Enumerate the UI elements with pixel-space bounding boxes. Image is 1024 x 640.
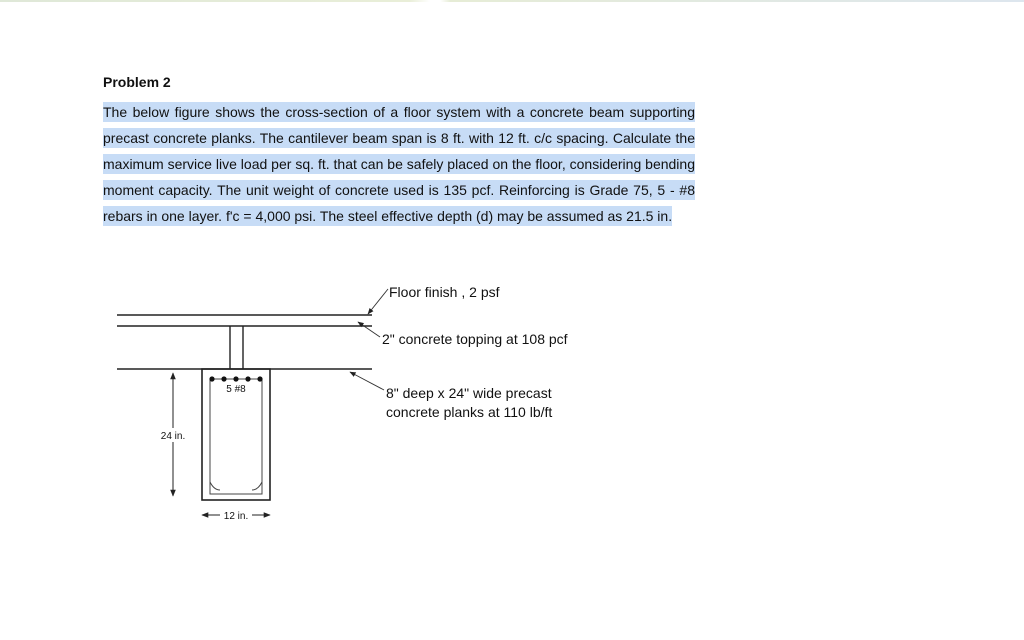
rebar bbox=[245, 376, 250, 381]
planks-label-line2: concrete planks at 110 lb/ft bbox=[386, 404, 553, 420]
rebar bbox=[221, 376, 226, 381]
stirrup bbox=[210, 379, 262, 494]
width-label: 12 in. bbox=[223, 511, 249, 522]
planks-leader bbox=[350, 372, 384, 390]
highlighted-statement: The below figure shows the cross-section of a floor system with a concrete beam supporting precast concrete planks. The cantilever beam span is 8 ft. with 12 ft. c/c spacing. Calculate the maximum service live load per sq. ft. that can be safely placed on the floor, considering bending moment capacity. The unit weight of concrete used is 135 pcf. Reinforcing is Grade 75, 5 - #8 rebars in one layer. f'c = 4,000 psi. The steel effective depth (d) may be assumed as 21.5 in. bbox=[103, 104, 695, 224]
topping-leader bbox=[358, 322, 380, 337]
stirrup-hook-right bbox=[252, 482, 262, 490]
rebar bbox=[233, 376, 238, 381]
stirrup-hook-left bbox=[210, 482, 220, 490]
planks-label-line1: 8" deep x 24" wide precast bbox=[386, 385, 552, 401]
floor-finish-label: Floor finish , 2 psf bbox=[389, 284, 500, 300]
rebar-label: 5 #8 bbox=[226, 384, 246, 395]
rebar bbox=[209, 376, 214, 381]
depth-label: 24 in. bbox=[160, 431, 186, 442]
problem-title: Problem 2 bbox=[103, 74, 171, 90]
floor-finish-leader bbox=[368, 289, 388, 314]
topping-label: 2" concrete topping at 108 pcf bbox=[382, 331, 568, 347]
rebar bbox=[257, 376, 262, 381]
